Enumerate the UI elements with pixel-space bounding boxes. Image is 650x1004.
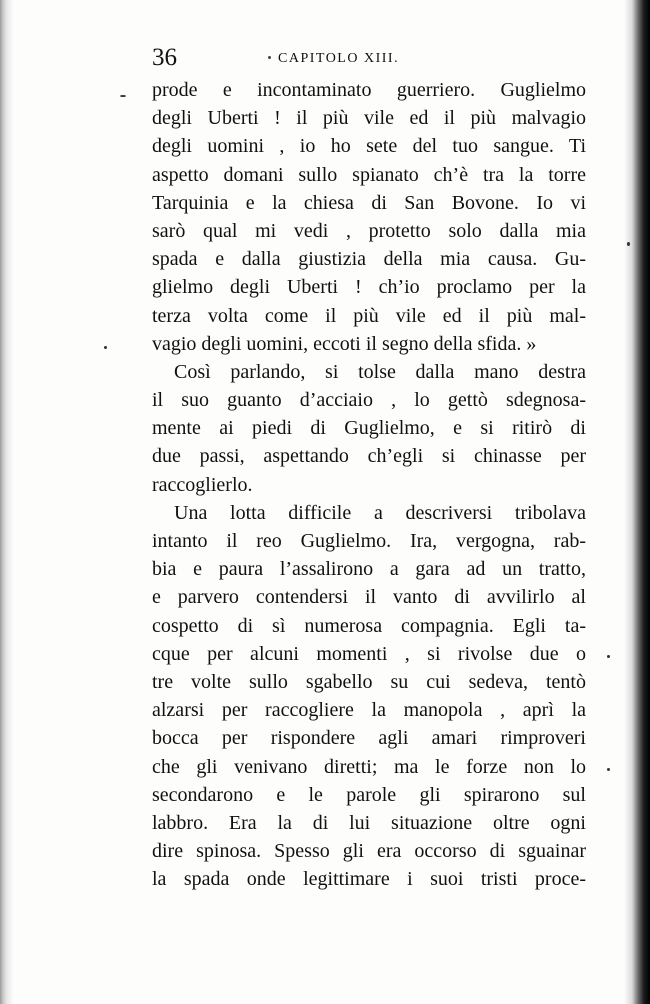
scan-speck bbox=[120, 95, 126, 97]
running-head: CAPITOLO XIII. bbox=[278, 51, 400, 66]
paragraph-1 bbox=[152, 76, 586, 358]
text-line: terza volta come il più vile ed il più mal- bbox=[152, 304, 586, 327]
text-line: Una lotta difficile a descriversi tribolava bbox=[174, 501, 586, 524]
text-line: la spada onde legittimare i suoi tristi proce- bbox=[152, 868, 586, 891]
page-left-edge bbox=[0, 0, 14, 1004]
scan-speck bbox=[607, 655, 610, 658]
text-line: spada e dalla giustizia della mia causa. Gu- bbox=[152, 248, 586, 271]
paragraph-3 bbox=[152, 499, 586, 894]
text-line: intanto il reo Guglielmo. Ira, vergogna, rab- bbox=[152, 530, 586, 552]
page-binding-shadow bbox=[624, 0, 650, 1004]
page-header bbox=[152, 44, 572, 74]
text-line: degli Uberti ! il più vile ed il più malvagio bbox=[152, 107, 586, 130]
text-line: bocca per rispondere agli amari rimproveri bbox=[152, 727, 586, 750]
body-text bbox=[152, 76, 586, 893]
text-line: e parvero contendersi il vanto di avvilirlo al bbox=[152, 586, 586, 609]
text-line: degli uomini , io ho sete del tuo sangue. Ti bbox=[152, 135, 586, 158]
text-line: prode e incontaminato guerriero. Guglielmo bbox=[152, 79, 586, 101]
text-line: dire spinosa. Spesso gli era occorso di sguainar bbox=[152, 840, 586, 863]
header-dot bbox=[268, 56, 271, 59]
scan-speck bbox=[627, 242, 630, 246]
text-line: il suo guanto d’acciaio , lo gettò sdegnosa- bbox=[152, 389, 586, 412]
scan-speck bbox=[104, 346, 107, 349]
text-line: tre volte sullo sgabello su cui sedeva, tentò bbox=[152, 670, 586, 693]
text-line: alzarsi per raccogliere la manopola , aprì la bbox=[152, 699, 586, 722]
scan-speck bbox=[607, 768, 610, 771]
text-line: vagio degli uomini, eccoti il segno della sfida. » bbox=[152, 332, 537, 355]
text-line: glielmo degli Uberti ! ch’io proclamo per la bbox=[152, 276, 586, 299]
text-line: che gli venivano diretti; ma le forze non lo bbox=[152, 755, 586, 778]
text-line: bia e paura l’assalirono a gara ad un tratto, bbox=[152, 558, 586, 581]
text-line: cque per alcuni momenti , si rivolse due o bbox=[152, 642, 586, 665]
text-line: Così parlando, si tolse dalla mano destra bbox=[174, 360, 586, 383]
page-number: 36 bbox=[152, 44, 177, 71]
text-line: aspetto domani sullo spianato ch’è tra la torre bbox=[152, 163, 586, 186]
text-line: raccoglierlo. bbox=[152, 473, 253, 496]
paragraph-2 bbox=[152, 358, 586, 499]
text-line: due passi, aspettando ch’egli si chinasse per bbox=[152, 445, 586, 468]
text-line: mente ai piedi di Guglielmo, e si ritirò di bbox=[152, 417, 586, 440]
text-line: secondarono e le parole gli spirarono sul bbox=[152, 783, 586, 806]
text-line: labbro. Era la di lui situazione oltre ogni bbox=[152, 811, 586, 834]
text-line: cospetto di sì numerosa compagnia. Egli ta- bbox=[152, 614, 586, 637]
text-line: sarò qual mi vedi , protetto solo dalla mia bbox=[152, 219, 586, 242]
text-line: Tarquinia e la chiesa di San Bovone. Io vi bbox=[152, 191, 586, 214]
